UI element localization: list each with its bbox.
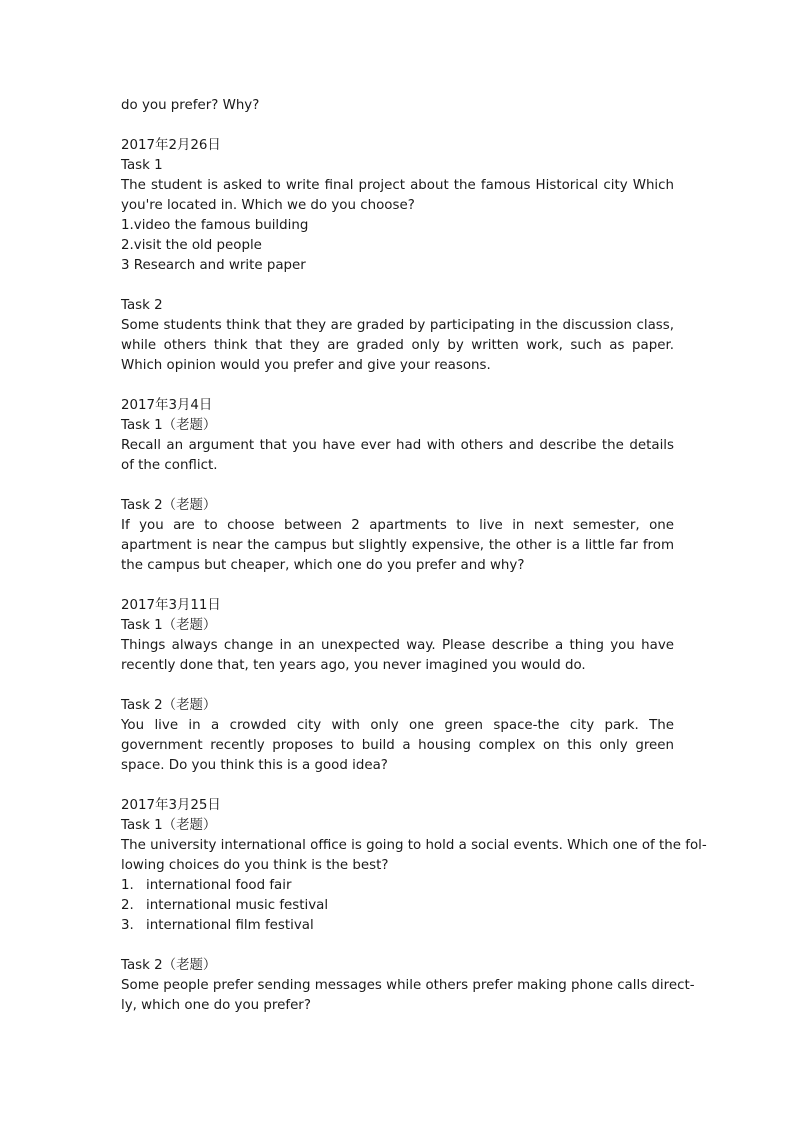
task-label: Task 1（老题） [121, 818, 217, 833]
task-text-line: lowing choices do you think is the best? [121, 858, 389, 873]
task-label: Task 2（老题） [121, 958, 217, 973]
list-item [121, 916, 674, 936]
task-text: Some students think that they are graded by participating in the discussion class, while others think that they are graded only by written work, such as paper. Which opinion would you prefer and give your reasons. [121, 318, 674, 373]
spacer [121, 676, 674, 696]
list-number: 3. [121, 918, 134, 933]
list-item [121, 876, 674, 896]
list-item [121, 896, 674, 916]
spacer [121, 576, 674, 596]
task-text-line: Some people prefer sending messages while others prefer making phone calls direct- [121, 978, 695, 993]
task-label: Task 2（老题） [121, 498, 217, 513]
choice-list [121, 876, 674, 936]
task-text: If you are to choose between 2 apartments to live in next semester, one apartment is near the campus but slightly expensive, the other is a little far from the campus but cheaper, which one do you prefer and why? [121, 518, 674, 573]
list-text: international food fair [146, 878, 292, 893]
section-date: 2017年3月25日 [121, 798, 221, 813]
task-label: Task 2（老题） [121, 698, 217, 713]
task-option: 3 Research and write paper [121, 258, 306, 273]
spacer [121, 116, 674, 136]
spacer [121, 376, 674, 396]
list-number: 2. [121, 898, 134, 913]
intro-tail: do you prefer? Why? [121, 98, 260, 113]
task-text-line: The university international office is going to hold a social events. Which one of the fol- [121, 838, 707, 853]
task-text: The student is asked to write final project about the famous Historical city Which you're located in. Which we do you choose? [121, 178, 674, 213]
document-page [121, 96, 707, 1016]
list-number: 1. [121, 878, 134, 893]
section-date: 2017年3月4日 [121, 398, 213, 413]
task-option: 1.video the famous building [121, 218, 309, 233]
spacer [121, 936, 674, 956]
spacer [121, 776, 674, 796]
spacer [121, 276, 674, 296]
task-label: Task 2 [121, 298, 163, 313]
task-option: 2.visit the old people [121, 238, 262, 253]
task-text: You live in a crowded city with only one green space-the city park. The government recently proposes to build a housing complex on this only green space. Do you think this is a good idea? [121, 718, 674, 773]
task-text: Recall an argument that you have ever had with others and describe the details of the conflict. [121, 438, 674, 473]
task-label: Task 1（老题） [121, 418, 217, 433]
task-label: Task 1（老题） [121, 618, 217, 633]
task-label: Task 1 [121, 158, 163, 173]
spacer [121, 476, 674, 496]
task-text: Things always change in an unexpected way. Please describe a thing you have recently done that, ten years ago, you never imagined you would do. [121, 638, 674, 673]
list-text: international film festival [146, 918, 314, 933]
task-text-line: ly, which one do you prefer? [121, 998, 311, 1013]
section-date: 2017年3月11日 [121, 598, 221, 613]
section-date: 2017年2月26日 [121, 138, 221, 153]
list-text: international music festival [146, 898, 329, 913]
